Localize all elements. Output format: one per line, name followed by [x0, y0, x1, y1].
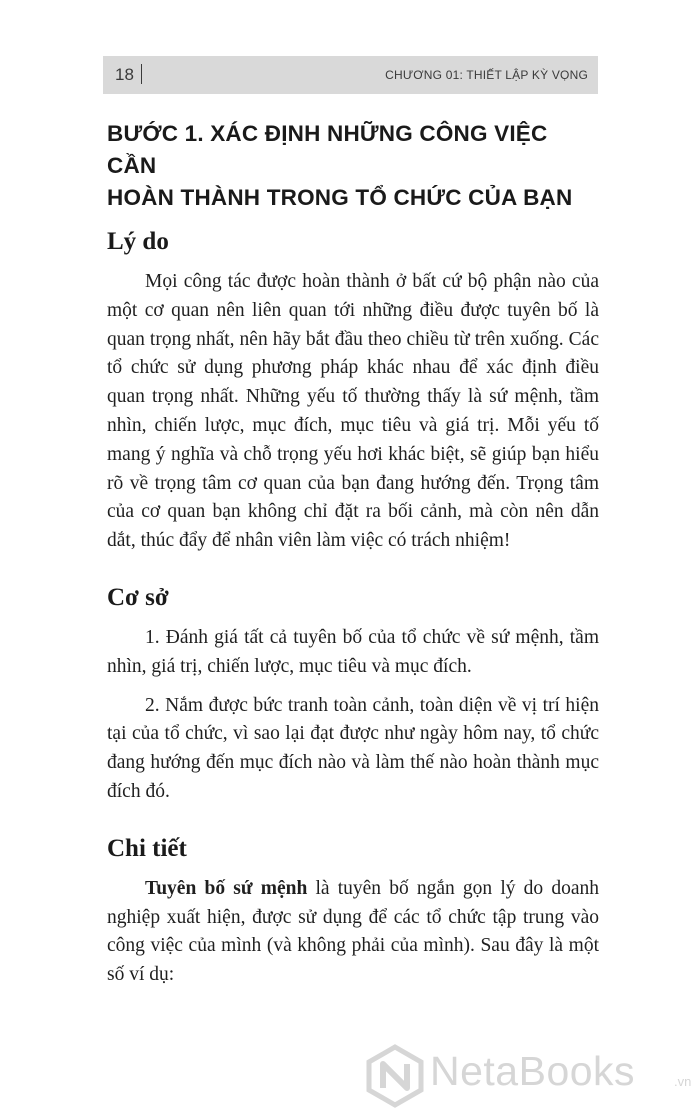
netabooks-logo-icon: [364, 1044, 426, 1108]
details-paragraph: [107, 875, 599, 990]
mission-statement-term: Tuyên bố sứ mệnh: [145, 877, 308, 899]
running-header: [103, 56, 598, 94]
section-heading-basis: Cơ sở: [107, 583, 169, 611]
section-heading-details: Chi tiết: [107, 834, 187, 862]
basis-item-2: 2. Nắm được bức tranh toàn cảnh, toàn diện về vị trí hiện tại của tổ chức, vì sao lại đạt được như ngày hôm nay, tổ chức đang hướng đến mục đích nào và làm thế nào hoàn thành mục đích đó.: [107, 694, 599, 802]
page-number: 18: [115, 65, 134, 84]
header-divider: [141, 64, 142, 84]
step-title-line-2: HOÀN THÀNH TRONG TỔ CHỨC CỦA BẠN: [107, 185, 573, 210]
chapter-title: CHƯƠNG 01: THIẾT LẬP KỲ VỌNG: [385, 68, 588, 82]
details-paragraph-text: là tuyên bố ngắn gọn lý do doanh nghiệp xuất hiện, được sử dụng để các tổ chức tập trung vào công việc của mình (và không phải của mình). Sau đây là một số ví dụ:: [107, 877, 599, 986]
basis-item-1: 1. Đánh giá tất cả tuyên bố của tổ chức về sứ mệnh, tầm nhìn, giá trị, chiến lược, mục tiêu và mục đích.: [107, 626, 599, 677]
page-content: [107, 118, 599, 990]
watermark-suffix: .vn: [674, 1074, 692, 1089]
step-title-line-1: BƯỚC 1. XÁC ĐỊNH NHỮNG CÔNG VIỆC CẦN: [107, 121, 548, 178]
reason-paragraph: Mọi công tác được hoàn thành ở bất cứ bộ phận nào của một cơ quan nên liên quan tới những điều được tuyên bố là quan trọng nhất, nên hãy bắt đầu theo chiều từ trên xuống. Các tổ chức sử dụng phương pháp khác nhau để xác định điều quan trọng nhất. Những yếu tố thường thấy là sứ mệnh, tầm nhìn, chiến lược, mục đích, mục tiêu và giá trị. Mỗi yếu tố mang ý nghĩa và chỗ trọng yếu hơi khác biệt, sẽ giúp bạn hiểu rõ về trọng tâm cơ quan của bạn đang hướng đến. Trọng tâm của cơ quan bạn không chỉ đặt ra bối cảnh, mà còn nên dẫn dắt, thúc đẩy để nhân viên làm việc có trách nhiệm!: [107, 271, 599, 552]
watermark-brand: NetaBooks: [430, 1048, 636, 1094]
watermark: [364, 1044, 694, 1114]
step-title: [107, 118, 599, 214]
section-heading-reason: Lý do: [107, 228, 169, 255]
